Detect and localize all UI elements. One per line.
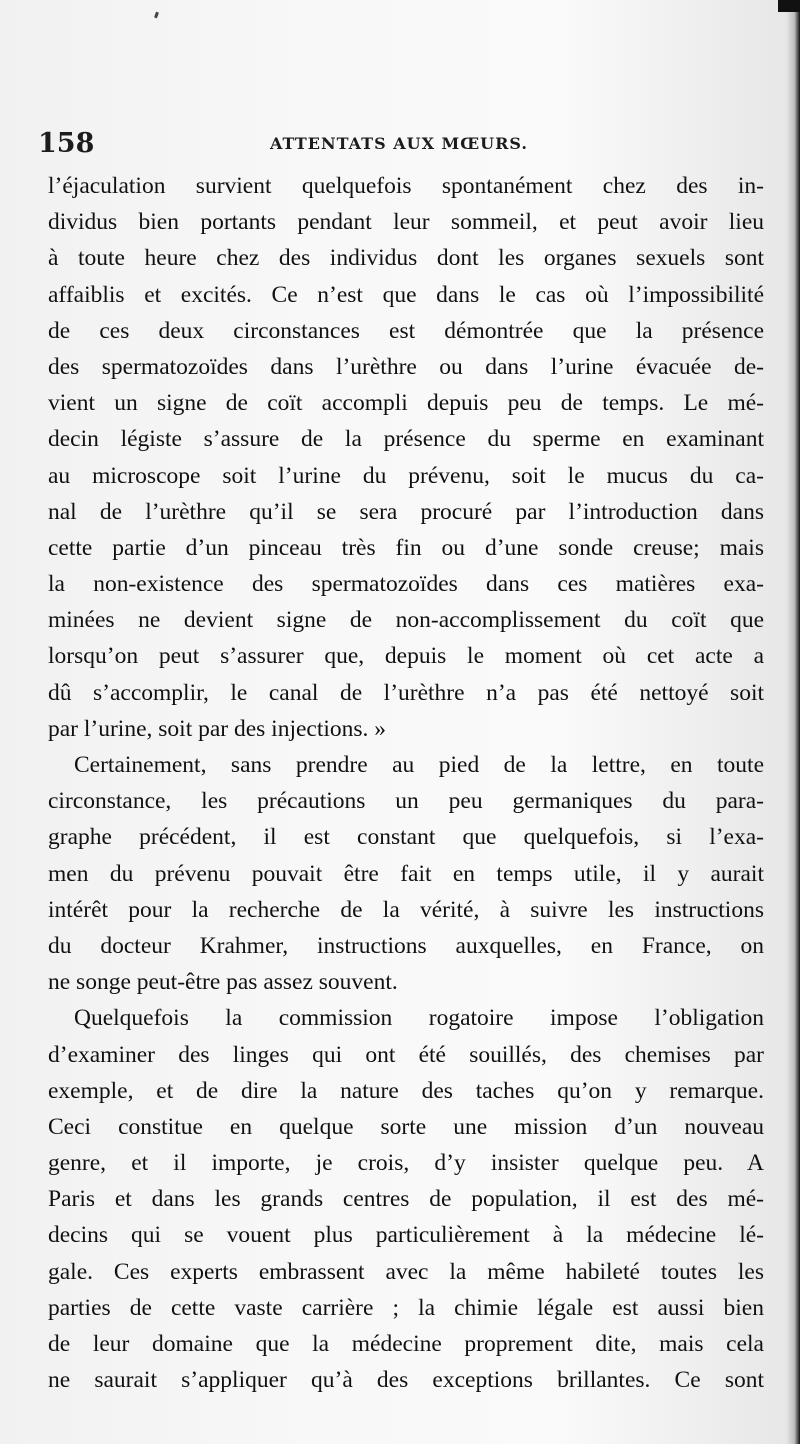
- text-line: à toute heure chez des individus dont les organes sexuels sont: [48, 245, 764, 272]
- text-line: vient un signe de coït accompli depuis peu de temps. Le mé-: [48, 390, 764, 417]
- text-line: exemple, et de dire la nature des taches qu’on y remarque.: [48, 1077, 764, 1104]
- text-line: cette partie d’un pinceau très fin ou d’une sonde creuse; mais: [48, 534, 764, 561]
- ink-fleck: [154, 12, 159, 19]
- page-number: 158: [38, 128, 95, 159]
- text-line: decin légiste s’assure de la présence du sperme en examinant: [48, 426, 764, 453]
- scan-corner-mark: [778, 0, 800, 12]
- running-head: ATTENTATS AUX MŒURS.: [270, 134, 528, 153]
- text-line: Quelquefois la commission rogatoire impose l’obligation: [74, 1005, 764, 1032]
- text-line: de ces deux circonstances est démontrée que la présence: [48, 317, 764, 344]
- text-line: l’éjaculation survient quelquefois spontanément chez des in-: [48, 173, 764, 199]
- text-line: du docteur Krahmer, instructions auxquelles, en France, on: [48, 932, 764, 959]
- text-line: des spermatozoïdes dans l’urèthre ou dans l’urine évacuée de-: [48, 353, 764, 380]
- text-line: d’examiner des linges qui ont été souillés, des chemises par: [48, 1041, 764, 1068]
- text-line: men du prévenu pouvait être fait en temps utile, il y aurait: [48, 860, 764, 887]
- text-line: intérêt pour la recherche de la vérité, à suivre les instructions: [48, 896, 764, 923]
- body-text: [48, 168, 764, 1398]
- text-line: Paris et dans les grands centres de population, il est des mé-: [48, 1186, 764, 1213]
- page-edge-shadow: [786, 0, 800, 1444]
- text-line: dividus bien portants pendant leur sommeil, et peut avoir lieu: [48, 209, 764, 236]
- text-line: circonstance, les précautions un peu germaniques du para-: [48, 788, 764, 815]
- text-line: de leur domaine que la médecine proprement dite, mais cela: [48, 1331, 764, 1357]
- text-line: dû s’accomplir, le canal de l’urèthre n’a pas été nettoyé soit: [48, 679, 764, 706]
- page-header: [38, 128, 763, 168]
- text-line: ne saurait s’appliquer qu’à des exceptions brillantes. Ce sont: [48, 1367, 764, 1394]
- text-line: Ceci constitue en quelque sorte une mission d’un nouveau: [48, 1113, 764, 1140]
- text-line: graphe précédent, il est constant que quelquefois, si l’exa-: [48, 824, 764, 851]
- text-line: nal de l’urèthre qu’il se sera procuré par l’introduction dans: [48, 498, 764, 525]
- text-line: lorsqu’on peut s’assurer que, depuis le moment où cet acte a: [48, 643, 764, 670]
- text-line: decins qui se vouent plus particulièrement à la médecine lé-: [48, 1222, 764, 1249]
- text-line: Certainement, sans prendre au pied de la lettre, en toute: [74, 752, 764, 778]
- text-line: par l’urine, soit par des injections. »: [48, 715, 387, 742]
- text-line: au microscope soit l’urine du prévenu, soit le mucus du ca-: [48, 462, 764, 489]
- text-line: gale. Ces experts embrassent avec la même habileté toutes les: [48, 1258, 764, 1285]
- text-line: ne songe peut-être pas assez souvent.: [48, 969, 398, 996]
- text-line: parties de cette vaste carrière ; la chimie légale est aussi bien: [48, 1294, 764, 1321]
- text-line: affaiblis et excités. Ce n’est que dans le cas où l’impossibilité: [48, 281, 764, 308]
- text-line: minées ne devient signe de non-accomplissement du coït que: [48, 607, 764, 634]
- text-line: la non-existence des spermatozoïdes dans ces matières exa-: [48, 571, 764, 598]
- text-line: genre, et il importe, je crois, d’y insister quelque peu. A: [48, 1150, 764, 1177]
